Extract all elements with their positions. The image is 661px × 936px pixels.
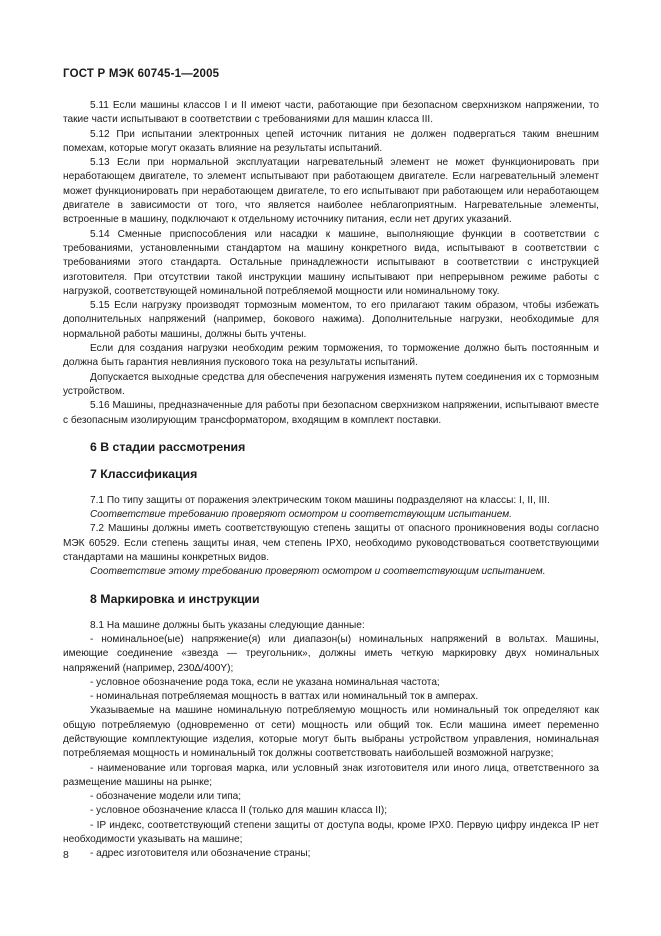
- paragraph-7-1-check: Соответствие требованию проверяют осмотром и соответствующим испытанием.: [90, 509, 512, 521]
- paragraph-7-2-check: Соответствие этому требованию проверяют осмотром и соответствующим испытанием.: [90, 566, 546, 578]
- document-body: [63, 99, 599, 862]
- section-7-heading: 7 Классификация: [90, 466, 198, 481]
- document-header: ГОСТ Р МЭК 60745-1—2005: [63, 68, 220, 80]
- paragraph-5-15: 5.15 Если нагрузку производят тормозным моментом, то его прилагают таким образом, чтобы избежать дополнительных напряжений (например, бокового нажима). Дополнительные нагрузки, необходимые для нормальной работы машины, должны быть учтены.: [63, 300, 599, 340]
- section-6-heading: 6 В стадии рассмотрения: [90, 439, 246, 454]
- paragraph-7-2: 7.2 Машины должны иметь соответствующую степень защиты от опасного проникновения воды согласно МЭК 60529. Если степень защиты иная, чем степень IPX0, необходимо руководствоваться соответствующими стандартами на машины конкретных видов.: [63, 523, 599, 564]
- section-8-heading: 8 Маркировка и инструкции: [90, 591, 260, 606]
- paragraph-power-definition: Указываемые на машине номинальную потребляемую мощность или номинальный ток определяют как общую потребляемую (одновременно от сети) мощность или общий ток. Если машина имеет переменно действующие комплектующие изделия, которые могут быть выбраны устройством управления, номинальная потребляемая мощность и номинальный ток должны соответствовать наибольшей возможной нагрузке;: [63, 705, 599, 760]
- list-item-current-type: - условное обозначение рода тока, если не указана номинальная частота;: [90, 676, 440, 688]
- list-item-trademark: - наименование или торговая марка, или условный знак изготовителя или иного лица, ответственного за размещение машины на рынке;: [63, 762, 599, 788]
- paragraph-5-11: 5.11 Если машины классов I и II имеют части, работающие при безопасном сверхнизком напряжении, то такие части испытывают в соответствии с требованиями для машин класса III.: [63, 100, 599, 126]
- list-item-class-ii: - условное обозначение класса II (только для машин класса II);: [90, 805, 388, 817]
- list-item-voltage: - номинальное(ые) напряжение(я) или диапазон(ы) номинальных напряжений в вольтах. Машины, имеющие соединение «звезда — треугольник», должны иметь четкую маркировку двух номинальных напряжений (например, 230∆/400Y);: [63, 633, 599, 674]
- list-item-model: - обозначение модели или типа;: [90, 791, 242, 803]
- paragraph-5-14: 5.14 Сменные приспособления или насадки к машине, выполняющие функции в соответствии с требованиями, установленными стандартом на машину конкретного вида, испытывают в соответствии с требованиями этого стандарта. Остальные принадлежности испытывают в соответствии с инструкцией изготовителя. При отсутствии такой инструкции машину испытывают при непрерывном режиме работы с нагрузкой, соответствующей номинальной потребляемой мощности или номинальному току.: [63, 228, 599, 297]
- list-item-power: - номинальная потребляемая мощность в ваттах или номинальный ток в амперах.: [90, 691, 479, 703]
- paragraph-5-16: 5.16 Машины, предназначенные для работы при безопасном сверхнизком напряжении, испытывают вместе с безопасным изолирующим трансформатором, входящим в комплект поставки.: [63, 400, 599, 426]
- paragraph-5-15-braking: Если для создания нагрузки необходим режим торможения, то торможение должно быть постоянным и должна быть гарантия невлияния пускового тока на результаты испытаний.: [63, 343, 599, 369]
- page-number: 8: [63, 849, 69, 861]
- list-item-ip-index: - IP индекс, соответствующий степени защиты от доступа воды, кроме IPX0. Первую цифру индекса IP нет необходимости указывать на машине;: [63, 819, 599, 846]
- paragraph-7-1: 7.1 По типу защиты от поражения электрическим током машины подразделяют на классы: I, II, III.: [90, 494, 550, 506]
- paragraph-5-13: 5.13 Если при нормальной эксплуатации нагревательный элемент не может функционировать при неработающем двигателе, то элемент испытывают при работающем двигателе. Если нагревательный элемент может функционировать при неработающем двигателе, то его испытывают при работающем или неработающем двигателе в зависимости от того, что является наиболее неблагоприятным. Нагревательные элементы, встроенные в машину, подключают к отдельному источнику питания, если нет других указаний.: [63, 157, 599, 226]
- paragraph-5-15-output: Допускается выходные средства для обеспечения нагружения изменять путем соединения их с тормозным устройством.: [63, 371, 599, 397]
- list-item-address: - адрес изготовителя или обозначение страны;: [90, 848, 311, 860]
- paragraph-8-1: 8.1 На машине должны быть указаны следующие данные:: [90, 619, 365, 631]
- paragraph-5-12: 5.12 При испытании электронных цепей источник питания не должен подвергаться таким внешним помехам, которые могут оказать влияние на результаты испытаний.: [63, 128, 599, 154]
